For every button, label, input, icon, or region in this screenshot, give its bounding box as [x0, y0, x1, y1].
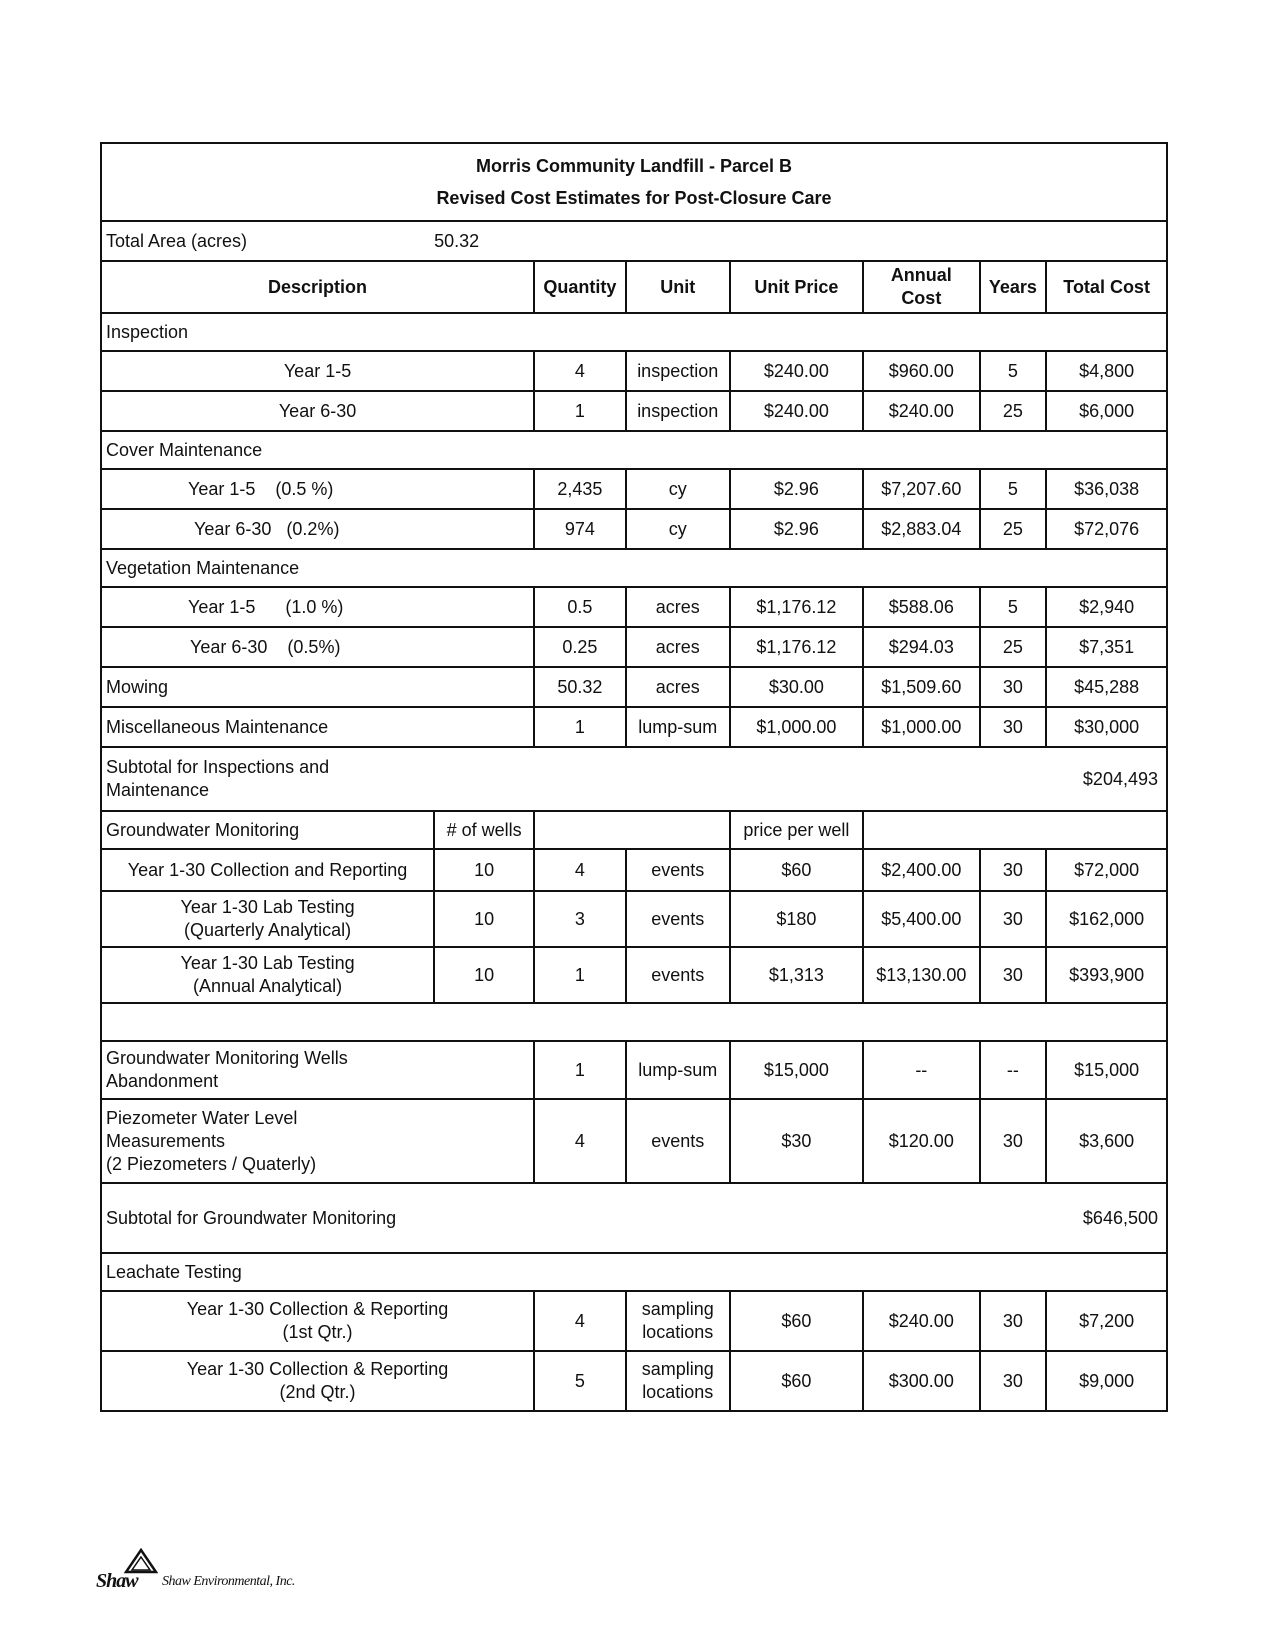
cell-unit: inspection: [626, 391, 730, 431]
section-row: [101, 313, 1167, 351]
row-description-year: Year 1-5: [188, 596, 256, 617]
cell-unit-price: $2.96: [730, 469, 863, 509]
cell-years: 5: [980, 469, 1047, 509]
blank-cell: [534, 811, 730, 849]
logo-wordmark: Shaw: [96, 1570, 138, 1592]
row-description-line-2: Measurements: [106, 1130, 226, 1151]
cell-annual-cost: $240.00: [863, 1291, 980, 1351]
cell-years: 30: [980, 891, 1047, 947]
row-description-line-1: Year 1-30 Lab Testing: [180, 953, 355, 973]
row-description: [101, 1291, 534, 1351]
cell-total-cost: $4,800: [1046, 351, 1167, 391]
cell-years: 5: [980, 351, 1047, 391]
cell-total-cost: $7,200: [1046, 1291, 1167, 1351]
row-description-percent: (0.5 %): [275, 478, 334, 499]
subtotal-inspections-label: [101, 747, 1046, 811]
cell-unit: cy: [626, 469, 730, 509]
cell-unit-price: $240.00: [730, 391, 863, 431]
header-row: [101, 261, 1167, 313]
row-description-mowing: Mowing: [101, 667, 534, 707]
cell-quantity: 0.25: [534, 627, 626, 667]
cell-annual-cost: $120.00: [863, 1099, 980, 1183]
cell-unit-line-2: locations: [642, 1322, 714, 1342]
cell-years: 25: [980, 391, 1047, 431]
cell-unit-price: $60: [730, 1351, 863, 1411]
cell-quantity: 1: [534, 707, 626, 747]
subtotal-inspections-line-2: Maintenance: [106, 780, 210, 800]
table-row: [101, 947, 1167, 1003]
cell-quantity: 0.5: [534, 587, 626, 627]
table-row: [101, 667, 1167, 707]
row-description-line-3: (2 Piezometers / Quaterly): [106, 1153, 317, 1174]
section-groundwater-monitoring: Groundwater Monitoring: [101, 811, 434, 849]
table-row: [101, 1351, 1167, 1411]
cell-unit-price: $1,176.12: [730, 587, 863, 627]
cell-unit-price: $180: [730, 891, 863, 947]
row-description-percent: (0.5%): [287, 636, 341, 657]
cell-quantity: 3: [534, 891, 626, 947]
header-annual-cost-line-2: Cost: [901, 288, 942, 308]
spacer-row: [101, 1003, 1167, 1041]
cell-quantity: 1: [534, 391, 626, 431]
section-row: [101, 431, 1167, 469]
cell-annual-cost: $960.00: [863, 351, 980, 391]
row-description-year: Year 6-30: [194, 518, 272, 539]
header-years: Years: [980, 261, 1047, 313]
row-description-line-1: Piezometer Water Level: [106, 1107, 298, 1128]
cell-total-cost: $45,288: [1046, 667, 1167, 707]
cell-unit-price: $30: [730, 1099, 863, 1183]
cell-annual-cost: $13,130.00: [863, 947, 980, 1003]
page-title: [101, 143, 1167, 221]
cell-total-cost: $2,940: [1046, 587, 1167, 627]
cell-wells: 10: [434, 849, 534, 891]
cell-wells: 10: [434, 947, 534, 1003]
cell-unit-price: $30.00: [730, 667, 863, 707]
subtotal-groundwater-value: $646,500: [1046, 1183, 1167, 1253]
cell-years: 30: [980, 707, 1047, 747]
cell-total-cost: $72,076: [1046, 509, 1167, 549]
row-description-line-2: (Quarterly Analytical): [184, 920, 352, 940]
table-row: [101, 587, 1167, 627]
row-description-line-1: Year 1-30 Collection & Reporting: [186, 1299, 449, 1319]
blank-cell: [101, 1003, 1167, 1041]
cell-annual-cost: $300.00: [863, 1351, 980, 1411]
row-description-percent: (0.2%): [286, 518, 340, 539]
groundwater-header-row: [101, 811, 1167, 849]
logo-company-name: Shaw Environmental, Inc.: [162, 1574, 295, 1589]
row-description-year: Year 6-30: [190, 636, 268, 657]
table-row: [101, 509, 1167, 549]
row-description: [101, 469, 534, 509]
cell-unit: events: [626, 891, 730, 947]
row-description: Year 1-30 Collection and Reporting: [101, 849, 434, 891]
cell-annual-cost: --: [863, 1041, 980, 1099]
subtotal-row: [101, 747, 1167, 811]
section-leachate-testing: Leachate Testing: [101, 1253, 1167, 1291]
table-row: [101, 351, 1167, 391]
cell-annual-cost: $240.00: [863, 391, 980, 431]
table-row: [101, 627, 1167, 667]
header-description: Description: [101, 261, 534, 313]
company-logo: [96, 1548, 356, 1596]
section-row: [101, 1253, 1167, 1291]
header-annual-cost: [863, 261, 980, 313]
row-description-line-2: Abandonment: [106, 1071, 219, 1091]
section-vegetation-maintenance: Vegetation Maintenance: [101, 549, 1167, 587]
cell-quantity: 4: [534, 1291, 626, 1351]
cell-unit-line-2: locations: [642, 1382, 714, 1402]
cell-years: 30: [980, 1351, 1047, 1411]
table-row: [101, 891, 1167, 947]
total-area-label: Total Area (acres): [101, 221, 434, 261]
cell-wells: 10: [434, 891, 534, 947]
subtotal-inspections-value: $204,493: [1046, 747, 1167, 811]
cell-unit-price: $1,000.00: [730, 707, 863, 747]
section-row: [101, 549, 1167, 587]
cell-total-cost: $162,000: [1046, 891, 1167, 947]
row-description-misc: Miscellaneous Maintenance: [101, 707, 534, 747]
cost-estimate-table: [100, 142, 1168, 1412]
cell-total-cost: $393,900: [1046, 947, 1167, 1003]
blank-cell: [863, 811, 1167, 849]
table-row: [101, 849, 1167, 891]
row-description: [101, 891, 434, 947]
cell-years: 30: [980, 1099, 1047, 1183]
cell-total-cost: $6,000: [1046, 391, 1167, 431]
cell-unit-price: $60: [730, 849, 863, 891]
cell-years: 30: [980, 947, 1047, 1003]
section-cover-maintenance: Cover Maintenance: [101, 431, 1167, 469]
table-row: [101, 707, 1167, 747]
cell-unit-line-1: sampling: [641, 1299, 714, 1319]
cell-quantity: 1: [534, 947, 626, 1003]
row-description-line-1: Groundwater Monitoring Wells: [106, 1048, 348, 1068]
cell-unit: events: [626, 1099, 730, 1183]
cell-years: 25: [980, 509, 1047, 549]
cell-unit: acres: [626, 587, 730, 627]
table-row: [101, 469, 1167, 509]
cell-total-cost: $9,000: [1046, 1351, 1167, 1411]
row-description-line-2: (Annual Analytical): [193, 976, 343, 996]
header-unit: Unit: [626, 261, 730, 313]
title-line-2: Revised Cost Estimates for Post-Closure Care: [436, 188, 832, 208]
cell-total-cost: $30,000: [1046, 707, 1167, 747]
table-row: [101, 1041, 1167, 1099]
cell-quantity: 974: [534, 509, 626, 549]
cell-quantity: 4: [534, 351, 626, 391]
cell-unit: acres: [626, 627, 730, 667]
cell-annual-cost: $1,000.00: [863, 707, 980, 747]
cell-annual-cost: $5,400.00: [863, 891, 980, 947]
cell-total-cost: $36,038: [1046, 469, 1167, 509]
row-description: [101, 509, 534, 549]
cell-annual-cost: $1,509.60: [863, 667, 980, 707]
cell-years: 30: [980, 1291, 1047, 1351]
cell-unit-price: $1,176.12: [730, 627, 863, 667]
header-price-per-well: price per well: [730, 811, 863, 849]
row-description-piezometer: [101, 1099, 534, 1183]
cell-years: 25: [980, 627, 1047, 667]
cell-annual-cost: $588.06: [863, 587, 980, 627]
section-inspection: Inspection: [101, 313, 1167, 351]
table-row: [101, 1291, 1167, 1351]
row-description: [101, 627, 534, 667]
cell-quantity: 1: [534, 1041, 626, 1099]
cell-quantity: 50.32: [534, 667, 626, 707]
header-num-wells: # of wells: [434, 811, 534, 849]
subtotal-row: [101, 1183, 1167, 1253]
cell-unit-price: $2.96: [730, 509, 863, 549]
header-total-cost: Total Cost: [1046, 261, 1167, 313]
row-description: [101, 947, 434, 1003]
row-description-year: Year 1-5: [188, 478, 256, 499]
cell-annual-cost: $7,207.60: [863, 469, 980, 509]
cell-unit: [626, 1351, 730, 1411]
cell-total-cost: $3,600: [1046, 1099, 1167, 1183]
cell-years: --: [980, 1041, 1047, 1099]
cell-total-cost: $7,351: [1046, 627, 1167, 667]
cell-total-cost: $15,000: [1046, 1041, 1167, 1099]
row-description-line-2: (1st Qtr.): [282, 1322, 353, 1342]
table-row: [101, 1099, 1167, 1183]
cell-unit-price: $60: [730, 1291, 863, 1351]
row-description: [101, 1351, 534, 1411]
cell-unit-price: $1,313: [730, 947, 863, 1003]
cell-unit: events: [626, 947, 730, 1003]
cell-years: 30: [980, 667, 1047, 707]
cell-quantity: 4: [534, 1099, 626, 1183]
header-quantity: Quantity: [534, 261, 626, 313]
cell-quantity: 2,435: [534, 469, 626, 509]
row-description: [101, 587, 534, 627]
cell-unit-price: $15,000: [730, 1041, 863, 1099]
cell-unit: lump-sum: [626, 707, 730, 747]
row-description-line-1: Year 1-30 Collection & Reporting: [186, 1359, 449, 1379]
row-description-percent: (1.0 %): [285, 596, 344, 617]
cell-annual-cost: $2,883.04: [863, 509, 980, 549]
table-row: [101, 391, 1167, 431]
cell-annual-cost: $2,400.00: [863, 849, 980, 891]
row-description: Year 1-5: [101, 351, 534, 391]
cell-unit: events: [626, 849, 730, 891]
cell-unit-line-1: sampling: [641, 1359, 714, 1379]
row-description-abandonment: [101, 1041, 534, 1099]
header-unit-price: Unit Price: [730, 261, 863, 313]
subtotal-inspections-line-1: Subtotal for Inspections and: [106, 757, 330, 777]
cell-annual-cost: $294.03: [863, 627, 980, 667]
title-line-1: Morris Community Landfill - Parcel B: [475, 156, 793, 176]
cell-quantity: 5: [534, 1351, 626, 1411]
cell-quantity: 4: [534, 849, 626, 891]
total-area-value: 50.32: [434, 221, 1167, 261]
row-description-line-2: (2nd Qtr.): [279, 1382, 356, 1402]
cell-unit-price: $240.00: [730, 351, 863, 391]
subtotal-groundwater-label: Subtotal for Groundwater Monitoring: [101, 1183, 1046, 1253]
header-annual-cost-line-1: Annual: [890, 265, 952, 285]
cell-unit: cy: [626, 509, 730, 549]
cell-unit: acres: [626, 667, 730, 707]
cell-unit: inspection: [626, 351, 730, 391]
cell-years: 5: [980, 587, 1047, 627]
cell-unit: lump-sum: [626, 1041, 730, 1099]
row-description: Year 6-30: [101, 391, 534, 431]
cell-years: 30: [980, 849, 1047, 891]
total-area-row: [101, 221, 1167, 261]
cell-unit: [626, 1291, 730, 1351]
title-row: [101, 143, 1167, 221]
cell-total-cost: $72,000: [1046, 849, 1167, 891]
row-description-line-1: Year 1-30 Lab Testing: [180, 897, 355, 917]
